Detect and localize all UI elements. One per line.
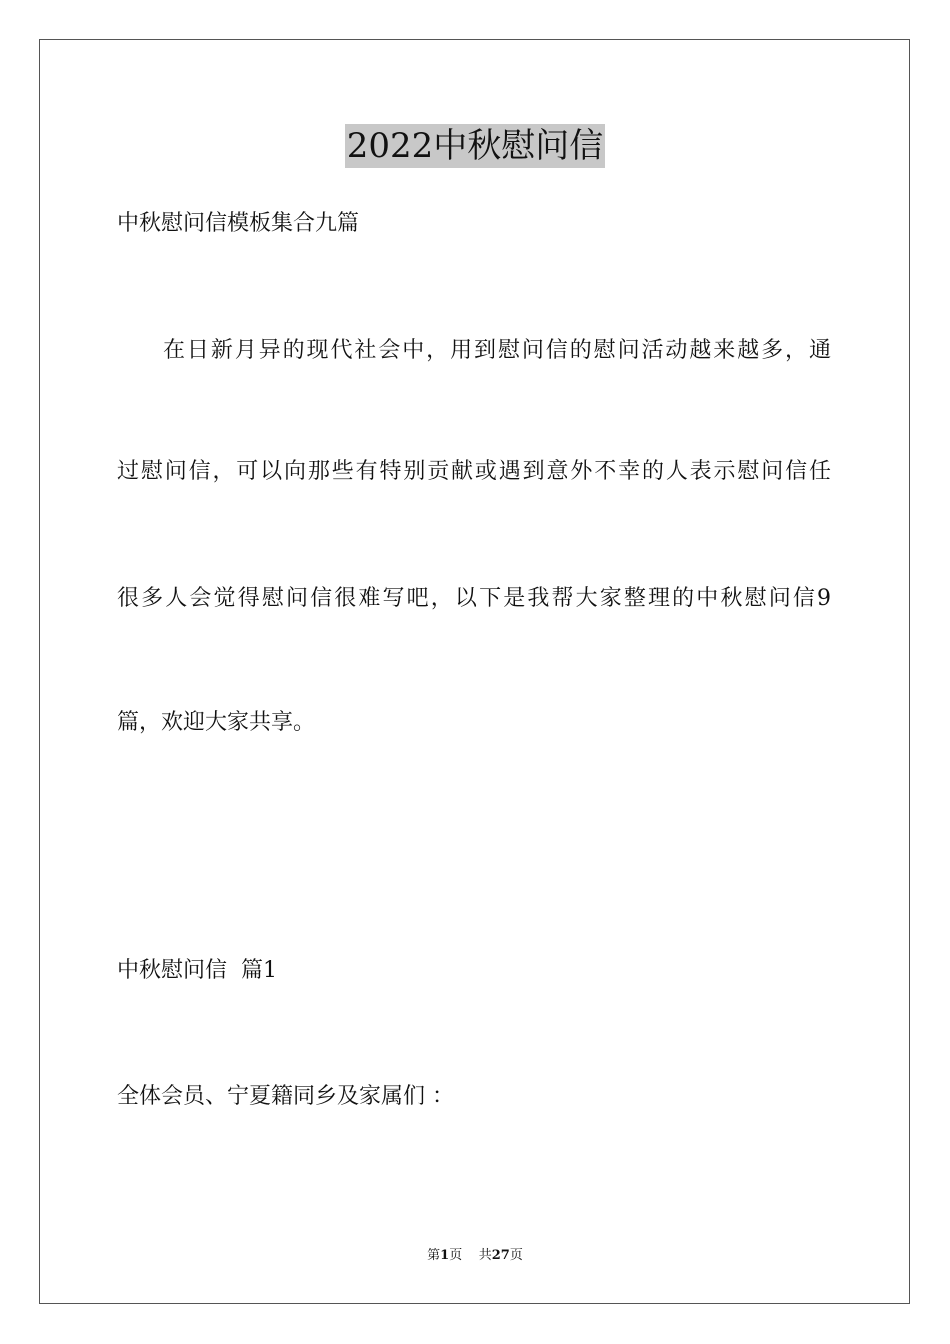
footer-total-pages: 27: [491, 1248, 510, 1263]
section-heading: 中秋慰问信 篇1: [117, 958, 277, 983]
document-title: 2022中秋慰问信: [346, 126, 604, 166]
footer-page-number: 1: [440, 1248, 450, 1263]
salutation: 全体会员、宁夏籍同乡及家属们 ：: [117, 1084, 454, 1109]
page-footer: [0, 1247, 950, 1265]
subtitle: 中秋慰问信模板集合九篇: [117, 211, 360, 236]
footer-total-prefix: 共: [478, 1248, 492, 1263]
paragraph-line-3: 很多人会觉得慰问信很难写吧，以下是我帮大家整理的中秋慰问信9: [117, 586, 831, 611]
title-container: [0, 124, 950, 168]
footer-total-suffix: 页: [509, 1248, 523, 1263]
footer-page-prefix: 第: [427, 1248, 441, 1263]
paragraph-line-2: 过慰问信，可以向那些有特别贡献或遇到意外不幸的人表示慰问信任: [117, 459, 831, 484]
paragraph-line-1: 在日新月异的现代社会中，用到慰问信的慰问活动越来越多，通: [163, 338, 831, 363]
paragraph-line-4: 篇，欢迎大家共享。: [117, 710, 316, 735]
footer-page-suffix: 页: [449, 1248, 463, 1263]
